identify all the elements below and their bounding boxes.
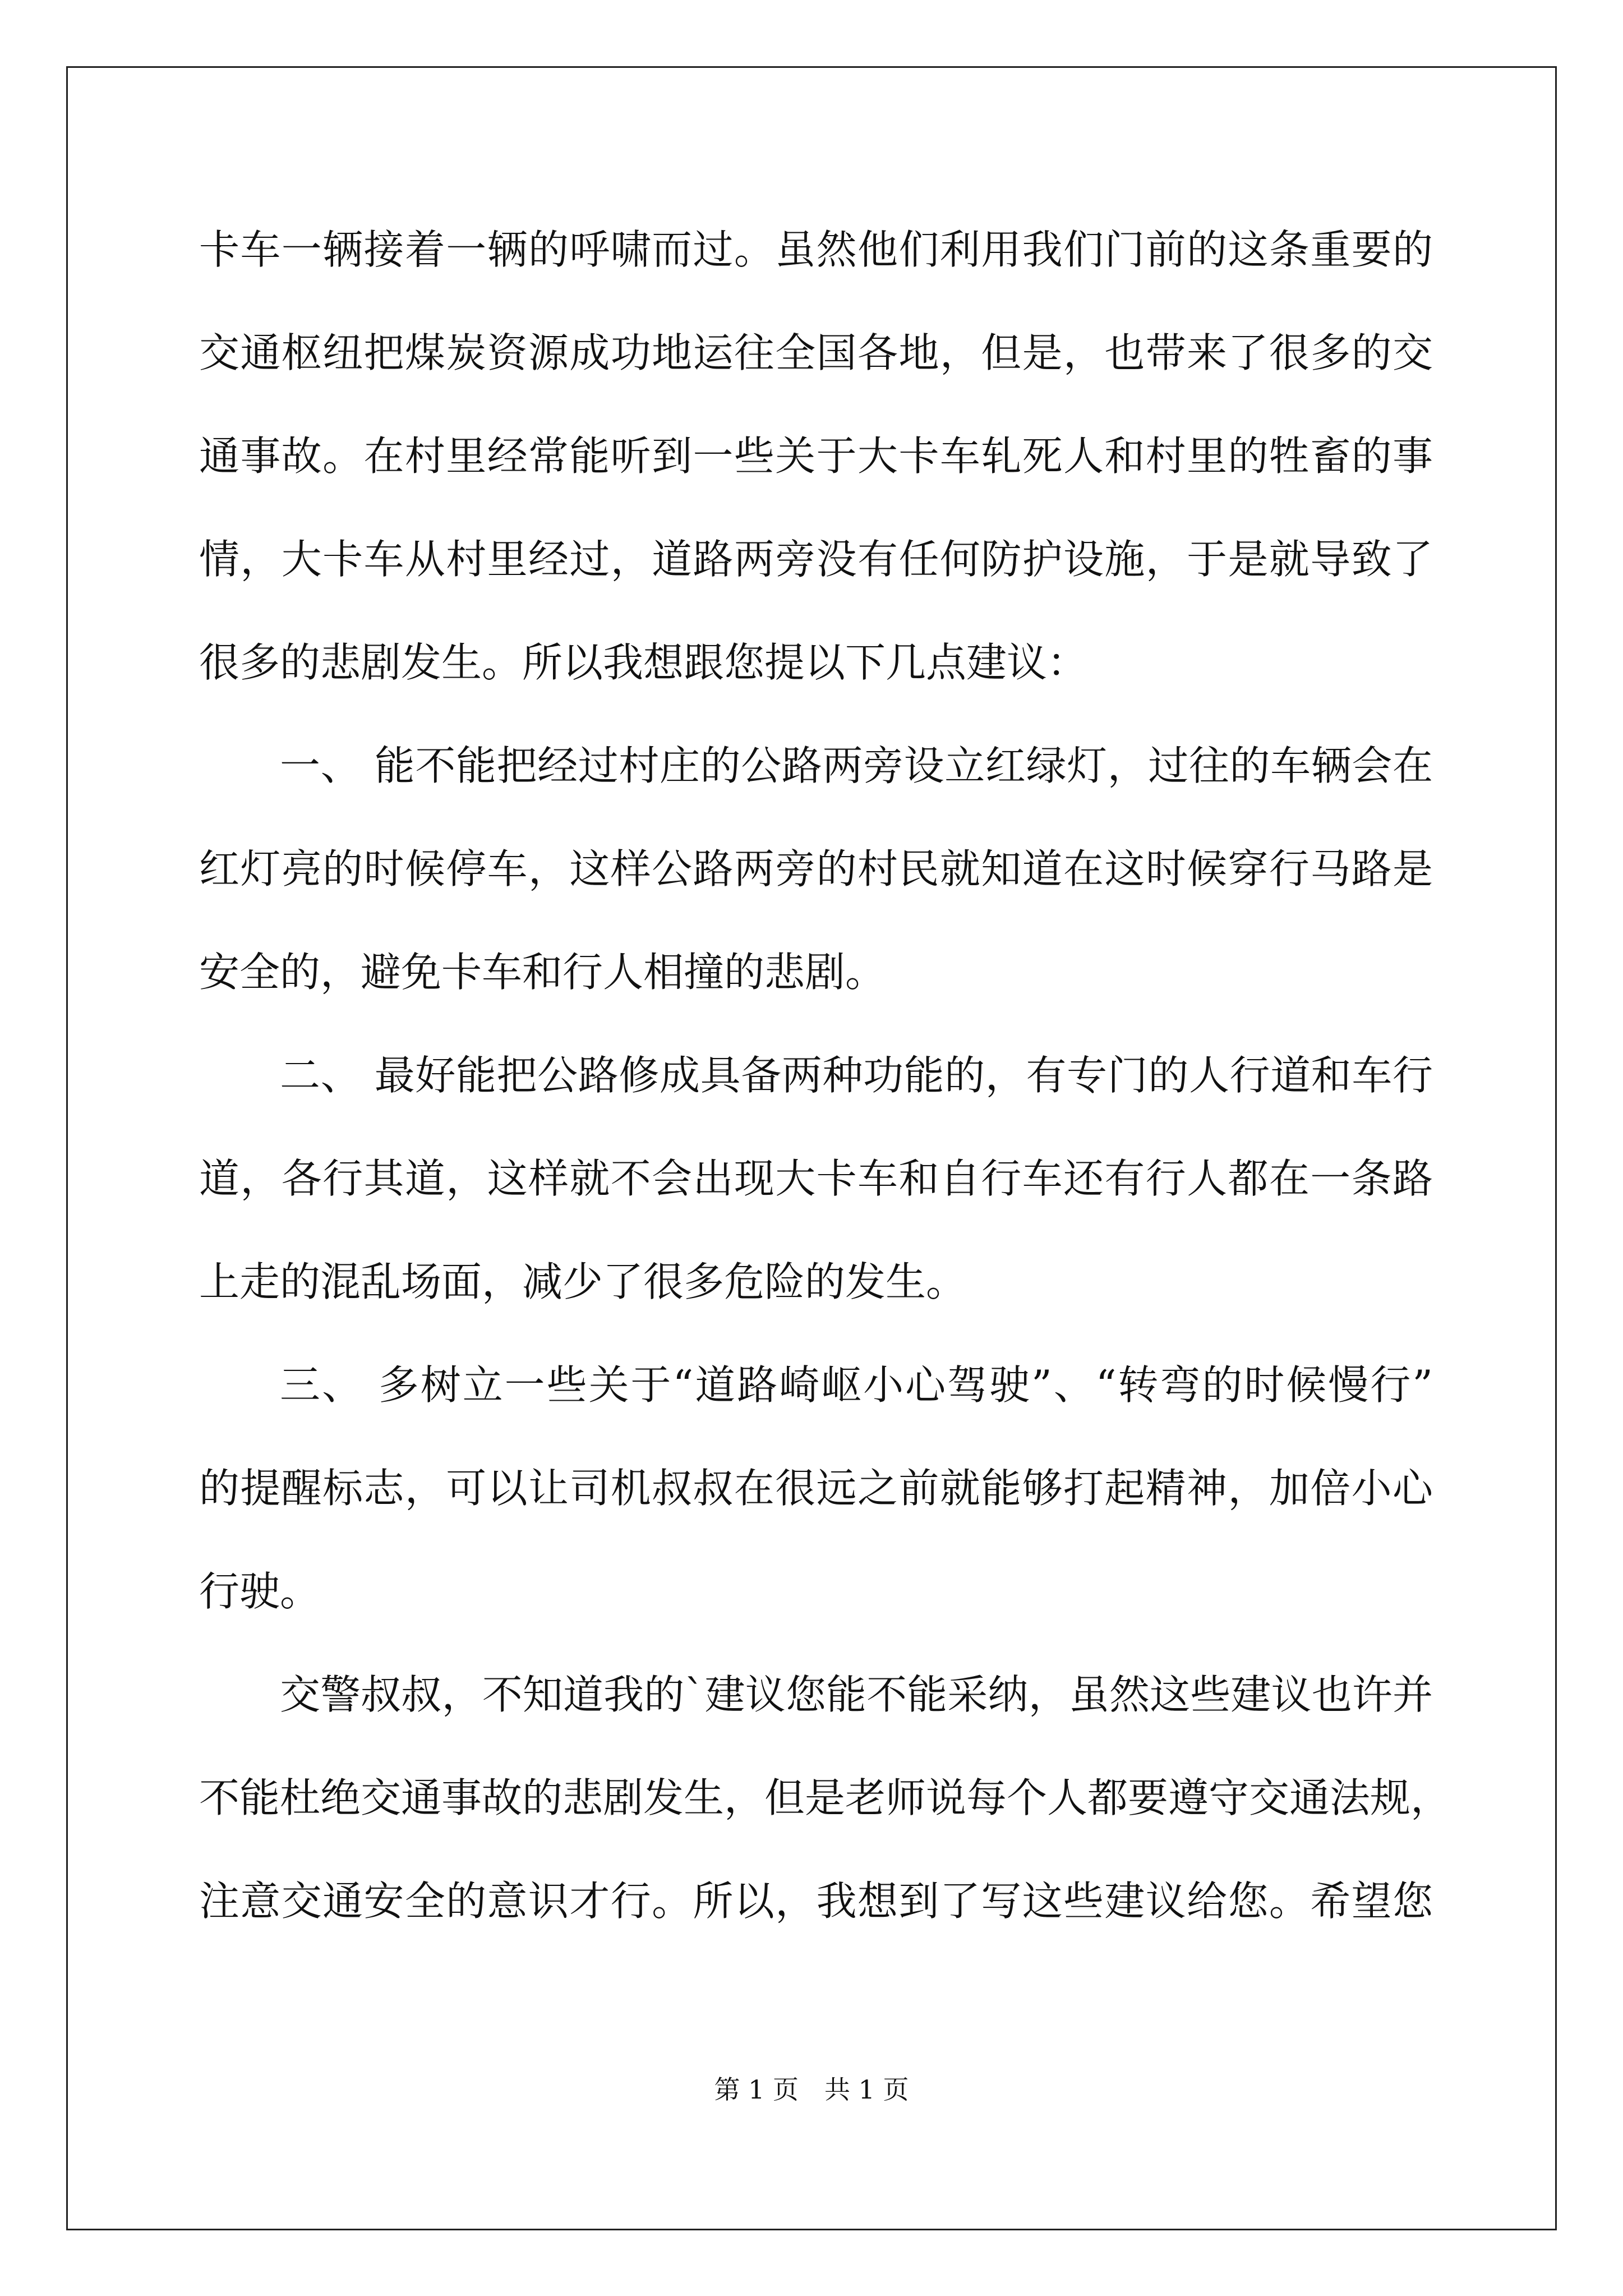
text-line: 安全的，避免卡车和行人相撞的悲剧。 xyxy=(199,949,886,996)
page-footer xyxy=(0,2073,1623,2106)
text-line: 红灯亮的时候停车，这样公路两旁的村民就知道在这时候穿行马路是 xyxy=(199,845,1433,892)
text-line: 二、 最好能把公路修成具备两种功能的，有专门的人行道和车行 xyxy=(280,1052,1433,1099)
text-line: 的提醒标志，可以让司机叔叔在很远之前就能够打起精神，加倍小心 xyxy=(199,1465,1433,1512)
text-line: 通事故。在村里经常能听到一些关于大卡车轧死人和村里的牲畜的事 xyxy=(199,432,1433,480)
text-line: 很多的悲剧发生。所以我想跟您提以下几点建议： xyxy=(199,639,1088,686)
text-line: 交警叔叔，不知道我的`建议您能不能采纳，虽然这些建议也许并 xyxy=(280,1671,1433,1718)
text-line: 道，各行其道，这样就不会出现大卡车和自行车还有行人都在一条路 xyxy=(199,1155,1433,1202)
text-line: 情，大卡车从村里经过，道路两旁没有任何防护设施，于是就导致了 xyxy=(199,536,1433,583)
text-line: 三、 多树立一些关于“道路崎岖小心驾驶”、“转弯的时候慢行” xyxy=(280,1361,1433,1409)
page-number: 第 1 页 共 1 页 xyxy=(714,2074,909,2105)
text-line: 交通枢纽把煤炭资源成功地运往全国各地，但是，也带来了很多的交 xyxy=(199,329,1433,376)
text-line: 卡车一辆接着一辆的呼啸而过。虽然他们利用我们门前的这条重要的 xyxy=(199,226,1433,273)
document-body xyxy=(199,216,1451,1971)
text-line: 不能杜绝交通事故的悲剧发生，但是老师说每个人都要遵守交通法规， xyxy=(199,1774,1451,1821)
text-line: 一、 能不能把经过村庄的公路两旁设立红绿灯，过往的车辆会在 xyxy=(280,742,1433,789)
text-line: 上走的混乱场面，减少了很多危险的发生。 xyxy=(199,1258,967,1305)
text-line: 注意交通安全的意识才行。所以，我想到了写这些建议给您。希望您 xyxy=(199,1878,1433,1925)
text-line: 行驶。 xyxy=(199,1568,321,1615)
